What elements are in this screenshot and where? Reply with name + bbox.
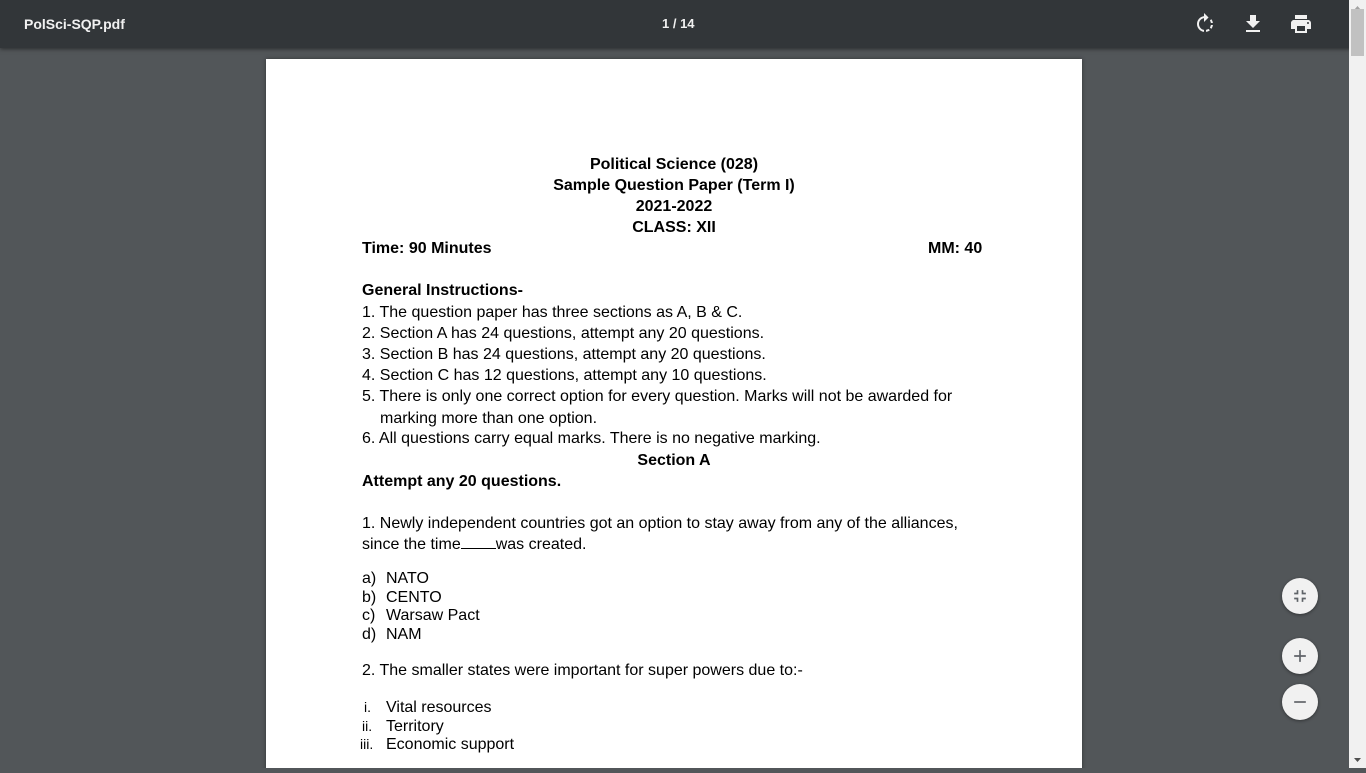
instruction-6: 6. All questions carry equal marks. There is no negative marking.: [362, 430, 821, 447]
question-2: 2. The smaller states were important for super powers due to:-: [362, 662, 803, 679]
download-button[interactable]: [1241, 12, 1265, 36]
scroll-down-arrow-icon[interactable]: [1349, 751, 1366, 768]
option-label: b): [362, 589, 377, 606]
scrollbar-thumb[interactable]: [1351, 9, 1364, 56]
pdf-toolbar: [0, 0, 1366, 48]
instruction-3: 3. Section B has 24 questions, attempt any 20 questions.: [362, 346, 766, 363]
pdf-page: [266, 59, 1082, 768]
fit-to-page-icon: [1290, 586, 1310, 606]
doc-title-line-3: 2021-2022: [635, 198, 713, 215]
q1-option-b: [362, 588, 442, 607]
vertical-scrollbar[interactable]: [1349, 0, 1366, 768]
option-text: NAM: [386, 626, 422, 643]
option-label: ii.: [362, 718, 373, 734]
section-heading: Section A: [637, 452, 711, 469]
option-text: CENTO: [386, 589, 442, 606]
instruction-2: 2. Section A has 24 questions, attempt any 20 questions.: [362, 325, 765, 342]
option-text: Warsaw Pact: [386, 607, 480, 624]
answer-blank: [461, 533, 496, 549]
option-label: iii.: [360, 736, 374, 752]
instruction-5: 5. There is only one correct option for every question. Marks will not be awarded for: [362, 388, 953, 405]
print-icon: [1289, 12, 1313, 36]
page-indicator: 1 / 14: [662, 16, 695, 31]
instruction-1: 1. The question paper has three sections as A, B & C.: [362, 304, 743, 321]
question-1-text: since the time: [362, 536, 461, 553]
option-text: Territory: [386, 718, 444, 735]
option-text: NATO: [386, 570, 429, 587]
option-label: i.: [364, 699, 371, 715]
question-1-text-end: was created.: [495, 536, 587, 553]
instructions-heading: General Instructions-: [362, 282, 523, 299]
max-marks: MM: 40: [928, 240, 983, 257]
option-label: a): [362, 570, 377, 587]
fit-to-page-button[interactable]: [1282, 578, 1318, 614]
rotate-button[interactable]: [1193, 12, 1217, 36]
zoom-in-button[interactable]: [1282, 638, 1318, 674]
instruction-5-cont: marking more than one option.: [380, 410, 598, 427]
document-viewer[interactable]: [0, 48, 1349, 768]
zoom-out-icon: [1290, 692, 1310, 712]
print-button[interactable]: [1289, 12, 1313, 36]
q2-option-iii: [360, 735, 515, 754]
section-instruction: Attempt any 20 questions.: [362, 473, 562, 490]
instruction-4: 4. Section C has 12 questions, attempt any 10 questions.: [362, 367, 767, 384]
q2-option-i: [364, 698, 492, 717]
option-text: Vital resources: [386, 699, 492, 716]
file-name: PolSci-SQP.pdf: [24, 16, 125, 32]
question-1-line-1: 1. Newly independent countries got an option to stay away from any of the alliances,: [362, 515, 958, 532]
q1-option-d: [362, 625, 422, 644]
q2-option-ii: [362, 717, 444, 736]
zoom-out-button[interactable]: [1282, 684, 1318, 720]
question-1-line-2: [362, 533, 586, 554]
option-label: d): [362, 626, 377, 643]
zoom-in-icon: [1290, 646, 1310, 666]
option-text: Economic support: [386, 736, 515, 753]
option-label: c): [362, 607, 376, 624]
download-icon: [1241, 12, 1265, 36]
doc-title-line-2: Sample Question Paper (Term I): [553, 177, 795, 194]
rotate-icon: [1193, 12, 1217, 36]
doc-title-line-1: Political Science (028): [589, 156, 759, 173]
q1-option-a: [362, 569, 429, 588]
doc-title-line-4: CLASS: XII: [632, 219, 716, 236]
q1-option-c: [362, 606, 480, 625]
exam-time: Time: 90 Minutes: [362, 240, 492, 257]
